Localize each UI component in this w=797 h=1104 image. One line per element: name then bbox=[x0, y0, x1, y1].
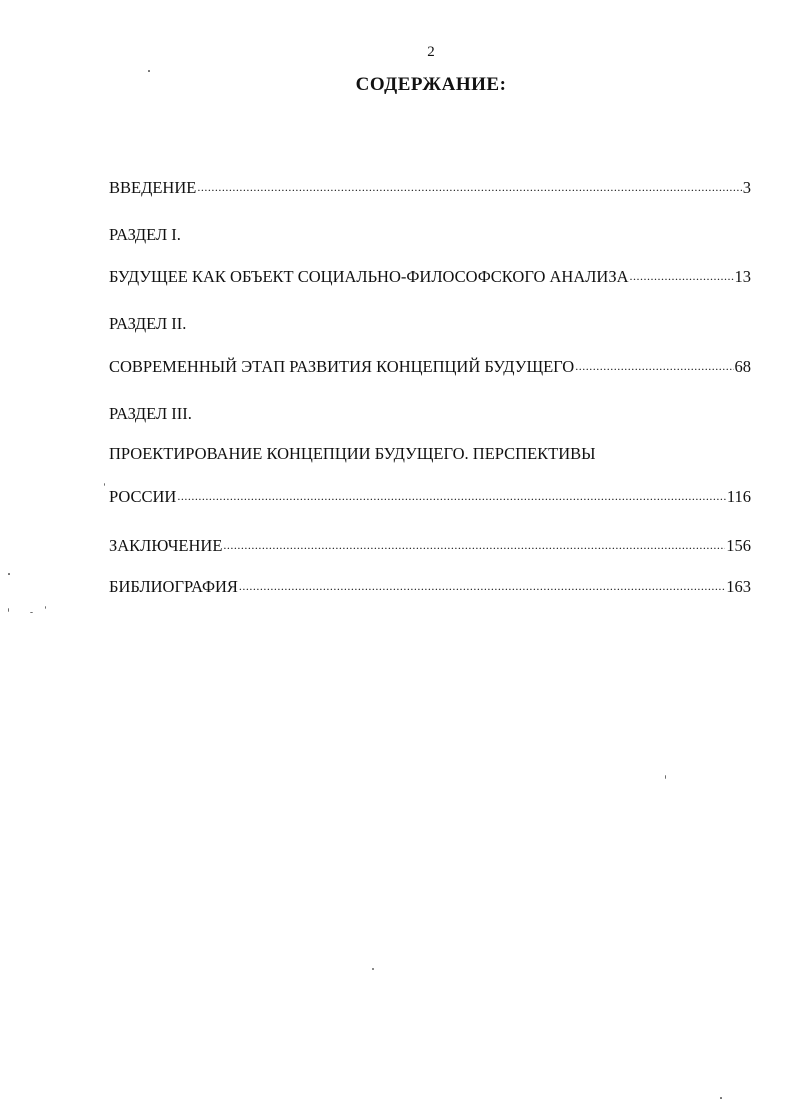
dot-leader bbox=[239, 575, 725, 592]
page-title: СОДЕРЖАНИЕ: bbox=[355, 74, 507, 95]
toc-entry-conclusion bbox=[109, 534, 751, 556]
section-3-title-line-1: ПРОЕКТИРОВАНИЕ КОНЦЕПЦИИ БУДУЩЕГО. ПЕРСПЕКТИВЫ bbox=[109, 444, 596, 463]
dot-leader bbox=[630, 265, 734, 282]
toc-entry-page: 116 bbox=[726, 486, 751, 506]
scan-speck bbox=[45, 606, 46, 609]
toc-entry-page: 3 bbox=[742, 177, 751, 197]
toc-entry-label: СОВРЕМЕННЫЙ ЭТАП РАЗВИТИЯ КОНЦЕПЦИЙ БУДУЩЕГО bbox=[109, 356, 575, 376]
toc-entry-label: БУДУЩЕЕ КАК ОБЪЕКТ СОЦИАЛЬНО-ФИЛОСОФСКОГО АНАЛИЗА bbox=[109, 266, 629, 286]
scan-speck bbox=[665, 775, 666, 779]
scan-speck bbox=[8, 608, 9, 612]
toc-entry-page: 68 bbox=[734, 356, 751, 376]
toc-entry-section-1 bbox=[109, 265, 751, 287]
section-1-label: РАЗДЕЛ I. bbox=[109, 225, 181, 244]
toc-entry-label: РОССИИ bbox=[109, 486, 177, 506]
toc-entry-label: ВВЕДЕНИЕ bbox=[109, 177, 197, 197]
dot-leader bbox=[223, 534, 725, 551]
toc-entry-intro bbox=[109, 176, 751, 198]
dot-leader bbox=[197, 176, 741, 193]
toc-entry-page: 163 bbox=[726, 576, 751, 596]
toc-entry-page: 156 bbox=[726, 535, 751, 555]
scan-speck bbox=[372, 968, 374, 970]
toc-entry-section-3 bbox=[109, 485, 751, 507]
page-number: 2 bbox=[427, 44, 435, 60]
toc-entry-section-2 bbox=[109, 355, 751, 377]
toc-entry-page: 13 bbox=[734, 266, 751, 286]
scan-speck bbox=[8, 573, 10, 575]
scan-speck bbox=[148, 70, 150, 72]
dot-leader bbox=[177, 485, 726, 502]
toc-entry-bibliography bbox=[109, 575, 751, 597]
toc-entry-label: БИБЛИОГРАФИЯ bbox=[109, 576, 238, 596]
section-3-label: РАЗДЕЛ III. bbox=[109, 404, 192, 423]
toc-entry-label: ЗАКЛЮЧЕНИЕ bbox=[109, 535, 223, 555]
section-2-label: РАЗДЕЛ II. bbox=[109, 314, 187, 333]
scan-speck bbox=[30, 612, 33, 613]
scan-speck bbox=[104, 483, 105, 486]
scan-speck bbox=[720, 1097, 722, 1099]
dot-leader bbox=[575, 355, 733, 372]
